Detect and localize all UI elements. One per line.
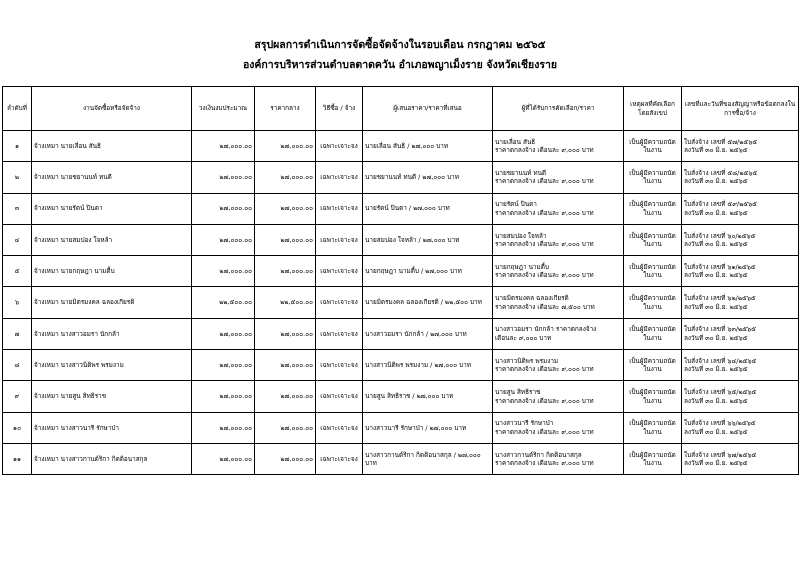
cell-reason: [624, 443, 682, 474]
cell-mid-price-line: ๒๗,๐๐๐.๐๐: [280, 329, 313, 338]
cell-method: [316, 131, 363, 162]
cell-no: [3, 131, 32, 162]
cell-no-line: ๖: [14, 298, 20, 307]
table-row: [3, 224, 799, 255]
cell-method-line: เฉพาะเจาะจง: [320, 204, 358, 213]
cell-method: [316, 162, 363, 193]
cell-mid-price-line: ๒๗,๐๐๐.๐๐: [280, 423, 313, 432]
cell-reason-line: เป็นผู้มีความถนัดในงาน: [629, 450, 676, 468]
cell-contract-line: ลงวันที่ ๓๐ มิ.ย. ๒๕๖๕: [684, 365, 748, 374]
cell-winner-line: นายสมปอง ใจหล้า: [495, 231, 547, 240]
cell-budget: [192, 412, 255, 443]
cell-contract-line: ใบสั่งจ้าง เลขที่ ๖๗/๒๕๖๕: [684, 450, 757, 459]
cell-bidder-line: นายมิตรมงคล ฉลองเกียรติ / ๒๒,๕๐๐ บาท: [365, 298, 482, 307]
cell-mid-price-line: ๒๗,๐๐๐.๐๐: [280, 204, 313, 213]
cell-bidder: [363, 443, 493, 474]
cell-winner-line: ราคาตกลงจ้าง เดือนละ ๗,๕๐๐ บาท: [495, 302, 595, 311]
cell-item-line: จ้างเหมา นายสมปอง ใจหล้า: [34, 235, 113, 244]
cell-bidder: [363, 287, 493, 318]
cell-item-line: จ้างเหมา นายเลื่อน สันธิ: [34, 141, 101, 150]
cell-winner: [493, 350, 624, 381]
cell-contract: [682, 287, 799, 318]
cell-reason: [624, 287, 682, 318]
cell-method: [316, 318, 363, 349]
table-row: [3, 193, 799, 224]
cell-bidder-line: นายสมปอง ใจหล้า / ๒๗,๐๐๐ บาท: [365, 235, 460, 244]
cell-item-line: จ้างเหมา นางสาวกานต์ริกา กิตติอนาสกุล: [34, 454, 148, 463]
cell-bidder-line: นายกฤษฎา นามตื้บ / ๒๗,๐๐๐ บาท: [365, 267, 462, 276]
cell-contract-line: ลงวันที่ ๓๐ มิ.ย. ๒๕๖๕: [684, 333, 748, 342]
cell-reason-line: เป็นผู้มีความถนัดในงาน: [629, 388, 676, 405]
cell-contract: [682, 443, 799, 474]
cell-winner-line: นายมิตรมงคล ฉลองเกียรติ: [495, 294, 569, 303]
cell-no-line: ๙: [14, 392, 20, 401]
cell-bidder: [363, 256, 493, 287]
cell-no: [3, 162, 32, 193]
cell-method-line: เฉพาะเจาะจง: [320, 173, 358, 182]
cell-budget: [192, 256, 255, 287]
table-row: [3, 287, 799, 318]
cell-item: [32, 318, 192, 349]
cell-mid-price-line: ๒๗,๐๐๐.๐๐: [280, 141, 313, 150]
cell-contract-line: ใบสั่งจ้าง เลขที่ ๖๕/๒๕๖๕: [684, 388, 757, 397]
cell-no-line: ๗: [14, 329, 20, 338]
cell-winner: [493, 318, 624, 349]
cell-mid-price: [255, 381, 316, 412]
cell-winner-line: นางสาวอมรา นักกล้า ราคาตกลงจ้าง: [495, 325, 597, 334]
cell-method-line: เฉพาะเจาะจง: [320, 423, 358, 432]
cell-winner: [493, 412, 624, 443]
cell-no-line: ๑: [14, 141, 20, 150]
document-title: สรุปผลการดำเนินการจัดซื้อจัดจ้างในรอบเดือน กรกฎาคม ๒๕๖๕: [254, 39, 546, 51]
cell-contract-line: ใบสั่งจ้าง เลขที่ ๖๖/๒๕๖๕: [684, 419, 756, 428]
cell-no-line: ๒: [14, 173, 20, 182]
cell-budget-line: ๒๗,๐๐๐.๐๐: [219, 267, 252, 276]
header-bidder: ผู้เสนอราคา/ราคาที่เสนอ: [363, 87, 493, 131]
cell-contract: [682, 224, 799, 255]
cell-no: [3, 350, 32, 381]
cell-contract-line: ลงวันที่ ๓๐ มิ.ย. ๒๕๖๕: [684, 177, 748, 186]
cell-reason-line: เป็นผู้มีความถนัดในงาน: [629, 419, 676, 436]
cell-method-line: เฉพาะเจาะจง: [320, 329, 358, 338]
cell-contract-line: ใบสั่งจ้าง เลขที่ ๖๔/๒๕๖๕: [684, 356, 757, 365]
cell-budget-line: ๒๗,๐๐๐.๐๐: [219, 360, 252, 369]
cell-mid-price-line: ๒๗,๐๐๐.๐๐: [280, 392, 313, 401]
cell-reason-line: เป็นผู้มีความถนัดในงาน: [629, 137, 676, 155]
cell-method-line: เฉพาะเจาะจง: [320, 360, 358, 369]
cell-winner-line: นายกฤษฎา นามตื้บ: [495, 262, 549, 271]
cell-contract-line: ลงวันที่ ๓๐ มิ.ย. ๒๕๖๕: [684, 271, 748, 280]
cell-winner-line: นายรัตน์ ปินตา: [495, 200, 537, 209]
cell-item-line: จ้างเหมา นายสูน สิทธิราช: [34, 392, 107, 401]
cell-winner: [493, 131, 624, 162]
cell-bidder: [363, 131, 493, 162]
cell-budget: [192, 443, 255, 474]
cell-winner: [493, 162, 624, 193]
cell-bidder-line: นางสาวกานต์ริกา กิตติอนาสกุล / ๒๗,๐๐๐ บาท: [365, 450, 481, 468]
cell-reason-line: เป็นผู้มีความถนัดในงาน: [629, 294, 676, 311]
cell-no-line: ๑๐: [13, 423, 21, 432]
cell-contract-line: ลงวันที่ ๓๐ มิ.ย. ๒๕๖๕: [684, 208, 748, 217]
cell-winner-line: ราคาตกลงจ้าง เดือนละ ๙,๐๐๐ บาท: [495, 177, 594, 186]
table-row: [3, 443, 799, 474]
cell-budget: [192, 381, 255, 412]
cell-contract-line: ลงวันที่ ๓๐ มิ.ย. ๒๕๖๕: [684, 240, 748, 249]
header-winner: ผู้ที่ได้รับการคัดเลือก/ราคา: [493, 87, 624, 131]
cell-contract-line: ใบสั่งจ้าง เลขที่ ๖๑/๒๕๖๕: [684, 262, 756, 271]
cell-reason: [624, 412, 682, 443]
cell-method: [316, 193, 363, 224]
cell-item-line: จ้างเหมา นายชยานนท์ ทนดี: [34, 173, 112, 182]
header-item: งานจัดซื้อหรือจัดจ้าง: [32, 87, 192, 131]
cell-no: [3, 287, 32, 318]
procurement-table: [2, 86, 799, 475]
cell-item: [32, 381, 192, 412]
cell-budget-line: ๒๗,๐๐๐.๐๐: [219, 392, 252, 401]
table-row: [3, 131, 799, 162]
cell-budget-line: ๒๗,๐๐๐.๐๐: [219, 423, 252, 432]
cell-winner-line: ราคาตกลงจ้าง เดือนละ ๙,๐๐๐ บาท: [495, 365, 594, 374]
cell-method: [316, 350, 363, 381]
cell-budget-line: ๒๗,๐๐๐.๐๐: [219, 141, 252, 150]
cell-method-line: เฉพาะเจาะจง: [320, 298, 358, 307]
table-row: [3, 318, 799, 349]
cell-winner: [493, 381, 624, 412]
cell-budget: [192, 287, 255, 318]
cell-no: [3, 224, 32, 255]
cell-contract: [682, 350, 799, 381]
cell-budget: [192, 224, 255, 255]
cell-item-line: จ้างเหมา นางสาวอมรา นักกล้า: [34, 329, 120, 338]
cell-winner: [493, 193, 624, 224]
cell-item: [32, 412, 192, 443]
cell-mid-price: [255, 224, 316, 255]
cell-no: [3, 318, 32, 349]
cell-budget-line: ๒๗,๐๐๐.๐๐: [219, 204, 252, 213]
cell-no-line: ๘: [14, 360, 20, 369]
cell-budget: [192, 193, 255, 224]
cell-budget: [192, 350, 255, 381]
cell-method: [316, 381, 363, 412]
cell-reason-line: เป็นผู้มีความถนัดในงาน: [629, 231, 676, 249]
cell-winner-line: ราคาตกลงจ้าง เดือนละ ๙,๐๐๐ บาท: [495, 396, 594, 405]
table-row: [3, 350, 799, 381]
cell-no-line: ๔: [14, 235, 20, 244]
cell-contract: [682, 256, 799, 287]
cell-contract-line: ใบสั่งจ้าง เลขที่ ๕๙/๒๕๖๕: [684, 200, 758, 209]
cell-reason-line: เป็นผู้มีความถนัดในงาน: [629, 356, 676, 374]
cell-contract-line: ลงวันที่ ๓๐ มิ.ย. ๒๕๖๕: [684, 459, 748, 468]
cell-mid-price: [255, 318, 316, 349]
cell-item-line: จ้างเหมา นายรัตน์ ปินตา: [34, 204, 103, 213]
cell-mid-price-line: ๒๒,๕๐๐.๐๐: [280, 298, 313, 307]
header-mid-price: ราคากลาง: [255, 87, 316, 131]
cell-bidder: [363, 350, 493, 381]
cell-winner-line: นางสาวกานต์ริกา กิตติอนาสกุล: [495, 450, 582, 459]
cell-bidder: [363, 224, 493, 255]
cell-winner-line: ราคาตกลงจ้าง เดือนละ ๙,๐๐๐ บาท: [495, 146, 594, 155]
cell-no: [3, 443, 32, 474]
cell-mid-price: [255, 350, 316, 381]
cell-mid-price: [255, 131, 316, 162]
cell-winner-line: นางสาวนิติพร พรมงาม: [495, 356, 559, 365]
cell-item-line: จ้างเหมา นางสาวนารี รักษาป่า: [34, 423, 120, 432]
cell-bidder-line: นางสาวนิติพร พรมงาม / ๒๗,๐๐๐ บาท: [365, 360, 471, 369]
cell-reason: [624, 131, 682, 162]
cell-winner: [493, 224, 624, 255]
cell-no-line: ๑๑: [12, 454, 22, 463]
cell-mid-price: [255, 162, 316, 193]
cell-bidder: [363, 193, 493, 224]
cell-method-line: เฉพาะเจาะจง: [320, 141, 358, 150]
cell-bidder: [363, 162, 493, 193]
cell-contract: [682, 318, 799, 349]
cell-mid-price: [255, 412, 316, 443]
cell-winner-line: ราคาตกลงจ้าง เดือนละ ๙,๐๐๐ บาท: [495, 427, 594, 436]
header-budget: วงเงินงบประมาณ: [192, 87, 255, 131]
cell-mid-price: [255, 256, 316, 287]
cell-budget-line: ๒๗,๐๐๐.๐๐: [219, 329, 252, 338]
cell-item: [32, 287, 192, 318]
cell-reason-line: เป็นผู้มีความถนัดในงาน: [629, 200, 676, 217]
cell-reason: [624, 162, 682, 193]
cell-no-line: ๓: [14, 204, 20, 213]
cell-reason-line: เป็นผู้มีความถนัดในงาน: [629, 262, 676, 280]
cell-item: [32, 224, 192, 255]
cell-reason: [624, 193, 682, 224]
cell-item: [32, 193, 192, 224]
header-row: [3, 87, 799, 131]
table-row: [3, 256, 799, 287]
cell-reason: [624, 350, 682, 381]
table-row: [3, 381, 799, 412]
cell-winner-line: นายชยานนท์ ทนดี: [495, 168, 547, 177]
cell-contract: [682, 162, 799, 193]
cell-contract: [682, 131, 799, 162]
cell-bidder-line: นายรัตน์ ปินตา / ๒๗,๐๐๐ บาท: [365, 204, 450, 213]
cell-winner-line: นายเลื่อน สันธิ: [495, 137, 536, 146]
cell-method: [316, 443, 363, 474]
cell-bidder: [363, 412, 493, 443]
cell-budget-line: ๒๗,๐๐๐.๐๐: [219, 235, 252, 244]
cell-budget-line: ๒๒,๕๐๐.๐๐: [219, 298, 252, 307]
cell-contract-line: ลงวันที่ ๓๐ มิ.ย. ๒๕๖๕: [684, 396, 748, 405]
cell-no: [3, 412, 32, 443]
cell-winner-line: นายสูน สิทธิราช: [495, 388, 541, 397]
cell-method-line: เฉพาะเจาะจง: [320, 267, 358, 276]
cell-contract-line: ลงวันที่ ๓๐ มิ.ย. ๒๕๖๕: [684, 302, 748, 311]
cell-no-line: ๕: [14, 267, 20, 276]
cell-method-line: เฉพาะเจาะจง: [320, 454, 358, 463]
cell-budget: [192, 162, 255, 193]
table-body: [3, 131, 799, 475]
cell-mid-price: [255, 287, 316, 318]
cell-bidder-line: นายสูน สิทธิราช / ๒๗,๐๐๐ บาท: [365, 392, 454, 401]
cell-bidder-line: นางสาวนารี รักษาป่า / ๒๗,๐๐๐ บาท: [365, 423, 467, 432]
cell-item: [32, 350, 192, 381]
cell-contract-line: ใบสั่งจ้าง เลขที่ ๖๒/๒๕๖๕: [684, 294, 756, 303]
header-contract: เลขที่และวันที่ของสัญญาหรือข้อตกลงในการซื้อ/จ้าง: [682, 87, 799, 131]
cell-bidder-line: นายชยานนท์ ทนดี / ๒๗,๐๐๐ บาท: [365, 173, 459, 182]
cell-contract-line: ใบสั่งจ้าง เลขที่ ๖๐/๒๕๖๕: [684, 231, 756, 240]
cell-bidder: [363, 381, 493, 412]
cell-method-line: เฉพาะเจาะจง: [320, 235, 358, 244]
cell-item: [32, 131, 192, 162]
header-reason: เหตุผลที่คัดเลือกโดยสังเขป: [624, 87, 682, 131]
cell-contract: [682, 193, 799, 224]
cell-reason: [624, 318, 682, 349]
cell-contract-line: ลงวันที่ ๓๐ มิ.ย. ๒๕๖๕: [684, 427, 748, 436]
cell-reason: [624, 224, 682, 255]
cell-contract: [682, 381, 799, 412]
cell-method-line: เฉพาะเจาะจง: [320, 392, 358, 401]
header-method: วิธีซื้อ / จ้าง: [316, 87, 363, 131]
cell-contract-line: ลงวันที่ ๓๐ มิ.ย. ๒๕๖๕: [684, 146, 748, 155]
cell-mid-price-line: ๒๗,๐๐๐.๐๐: [280, 173, 313, 182]
cell-method: [316, 256, 363, 287]
cell-item: [32, 443, 192, 474]
cell-budget: [192, 131, 255, 162]
cell-winner-line: ราคาตกลงจ้าง เดือนละ ๙,๐๐๐ บาท: [495, 459, 594, 468]
cell-item: [32, 256, 192, 287]
cell-method: [316, 412, 363, 443]
cell-mid-price: [255, 193, 316, 224]
document-subtitle: องค์การบริหารส่วนตำบลตาดควัน อำเภอพญาเม็งราย จังหวัดเชียงราย: [242, 59, 558, 71]
cell-winner-line: ราคาตกลงจ้าง เดือนละ ๙,๐๐๐ บาท: [495, 240, 594, 249]
cell-reason-line: เป็นผู้มีความถนัดในงาน: [629, 325, 676, 342]
cell-no: [3, 256, 32, 287]
cell-no: [3, 193, 32, 224]
cell-mid-price-line: ๒๗,๐๐๐.๐๐: [280, 235, 313, 244]
cell-item-line: จ้างเหมา นายมิตรมงคล ฉลองเกียรติ: [34, 298, 135, 307]
cell-winner: [493, 256, 624, 287]
cell-item-line: จ้างเหมา นางสาวนิติพร พรมงาม: [34, 360, 124, 369]
header-no: ลำดับที่: [3, 87, 32, 131]
cell-item-line: จ้างเหมา นายกฤษฎา นามตื้บ: [34, 267, 115, 276]
cell-contract-line: ใบสั่งจ้าง เลขที่ ๕๘/๒๕๖๕: [684, 168, 758, 177]
cell-winner-line: ราคาตกลงจ้าง เดือนละ ๙,๐๐๐ บาท: [495, 271, 594, 280]
cell-reason-line: เป็นผู้มีความถนัดในงาน: [629, 168, 676, 186]
cell-contract-line: ใบสั่งจ้าง เลขที่ ๕๗/๒๕๖๕: [684, 137, 758, 146]
cell-mid-price-line: ๒๗,๐๐๐.๐๐: [280, 454, 313, 463]
cell-mid-price-line: ๒๗,๐๐๐.๐๐: [280, 360, 313, 369]
cell-reason: [624, 381, 682, 412]
cell-mid-price: [255, 443, 316, 474]
cell-winner-line: เดือนละ ๙,๐๐๐ บาท: [495, 333, 552, 342]
cell-bidder: [363, 318, 493, 349]
cell-method: [316, 287, 363, 318]
cell-method: [316, 224, 363, 255]
cell-reason: [624, 256, 682, 287]
cell-budget: [192, 318, 255, 349]
cell-contract-line: ใบสั่งจ้าง เลขที่ ๖๓/๒๕๖๕: [684, 325, 756, 334]
cell-winner-line: นางสาวนารี รักษาป่า: [495, 419, 554, 428]
table-row: [3, 412, 799, 443]
cell-winner-line: ราคาตกลงจ้าง เดือนละ ๙,๐๐๐ บาท: [495, 208, 594, 217]
cell-mid-price-line: ๒๗,๐๐๐.๐๐: [280, 267, 313, 276]
cell-budget-line: ๒๗,๐๐๐.๐๐: [219, 454, 252, 463]
cell-bidder-line: นายเลื่อน สันธิ / ๒๗,๐๐๐ บาท: [365, 141, 449, 150]
cell-budget-line: ๒๗,๐๐๐.๐๐: [219, 173, 252, 182]
cell-no: [3, 381, 32, 412]
cell-bidder-line: นางสาวอมรา นักกล้า / ๒๗,๐๐๐ บาท: [365, 329, 467, 338]
cell-winner: [493, 443, 624, 474]
cell-item: [32, 162, 192, 193]
cell-contract: [682, 412, 799, 443]
table-row: [3, 162, 799, 193]
cell-winner: [493, 287, 624, 318]
